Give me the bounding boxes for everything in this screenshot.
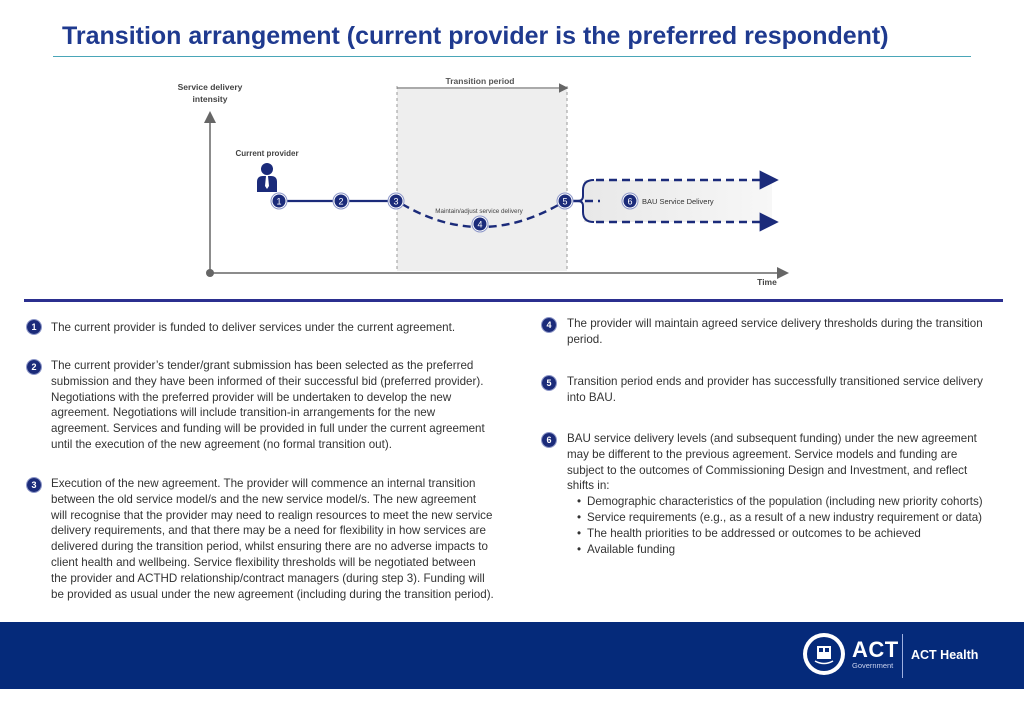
step-number-6: 6 [542,433,556,447]
transition-diagram [0,0,1024,300]
step-6-line: subject to the outcomes of Commissioning Design and Investment, and reflect [567,463,968,477]
step-3-line: between the old service model/s and the new service model/s. The new agreement [51,492,477,506]
step-2-line: The current provider’s tender/grant submission has been selected as the preferred [51,359,474,372]
step-2-line: agreement. Negotiations will include transition-in arrangements for the new [51,406,436,420]
svg-text:1: 1 [276,196,282,207]
provider-person-icon [257,163,277,192]
step-marker-5 [557,193,573,209]
step-number-3: 3 [27,478,41,492]
step-marker-3 [388,193,404,209]
act-health-text: ACT Health [911,648,979,662]
act-crest-inner [807,637,841,671]
page-title: Transition arrangement (current provider is the preferred respondent) [62,22,889,50]
crest-icon [807,637,841,671]
svg-text:5: 5 [562,196,568,207]
shift-factor-item: • Demographic characteristics of the population (including new priority cohorts) [567,494,1017,510]
step-2-line: submission and they have been informed of their successful bid (preferred provider). [51,374,484,388]
svg-text:6: 6 [627,196,633,207]
step-marker-1 [271,193,287,209]
step-marker-4 [472,216,488,232]
step-3-line: the provider and ACTHD relationship/contract managers (during step 3). Funding will [51,571,485,585]
current-provider-label: Current provider [235,149,299,158]
footer-bottom-margin [0,689,1024,709]
step-number-1: 1 [27,320,41,334]
transition-period-label: Transition period [445,76,515,86]
bau-label: BAU Service Delivery [642,197,714,206]
step-4-line: The provider will maintain agreed service delivery thresholds during the transition [567,317,983,330]
act-logo-text: ACT [852,637,899,662]
step-2-line: until the execution of the new agreement (no formal transition out). [51,437,392,451]
step-3-line: be provided as usual under the new agreement (including during the transition period). [51,587,494,601]
step-marker-6 [622,193,638,209]
y-axis-label-2: intensity [192,94,228,104]
step-5-line: into BAU. [567,390,616,404]
step-3-line: Execution of the new agreement. The provider will commence an internal transition [51,477,476,490]
step-3-line: delivered during the transition period, whilst ensuring there are no adverse impacts to [51,540,488,554]
logo-divider [902,634,903,678]
step-1-line: The current provider is funded to deliver services under the current agreement. [51,321,456,334]
shift-factor-item: • Service requirements (e.g., as a result of a new industry requirement or data) [567,510,1017,526]
step-3-line: will recognise that the provider may need to realign resources to meet the new service [51,508,493,522]
shift-factor-item: • Available funding [567,542,1017,558]
svg-text:4: 4 [477,219,483,230]
step-3-line: delivery requirements, and that there may be a need for flexibility in how services are [51,524,486,538]
maintain-label: Maintain/adjust service delivery [435,208,523,215]
y-axis-label-1: Service delivery [177,82,243,92]
step-6-line: BAU service delivery levels (and subsequent funding) under the new agreement [567,432,977,445]
step-2-line: agreement. Services and funding will be provided in full under the current agreement [51,422,485,436]
step-number-5: 5 [542,376,556,390]
step-4-line: period. [567,332,603,346]
transition-period-shade [397,89,567,271]
shift-factors-list [567,494,1017,557]
government-text: Government [852,661,894,670]
axis-origin [206,269,214,277]
step-2-line: Negotiations with the preferred provider will be undertaken to develop the new [51,390,452,404]
section-separator [24,299,1003,302]
step-3-line: client health and wellbeing. Service flexibility thresholds will be negotiated between [51,555,476,569]
shift-factor-item: • The health priorities to be addressed or outcomes to be achieved [567,526,1017,542]
step-6-line: may be different to the previous agreement. Service models and funding are [567,447,958,461]
step-6-line: shifts in: [567,479,610,493]
x-axis-label: Time [757,277,777,287]
step-number-2: 2 [27,360,41,374]
step-marker-2 [333,193,349,209]
step-5-line: Transition period ends and provider has successfully transitioned service delivery [567,375,983,388]
svg-text:2: 2 [338,196,344,207]
svg-text:3: 3 [393,196,399,207]
step-number-4: 4 [542,318,556,332]
